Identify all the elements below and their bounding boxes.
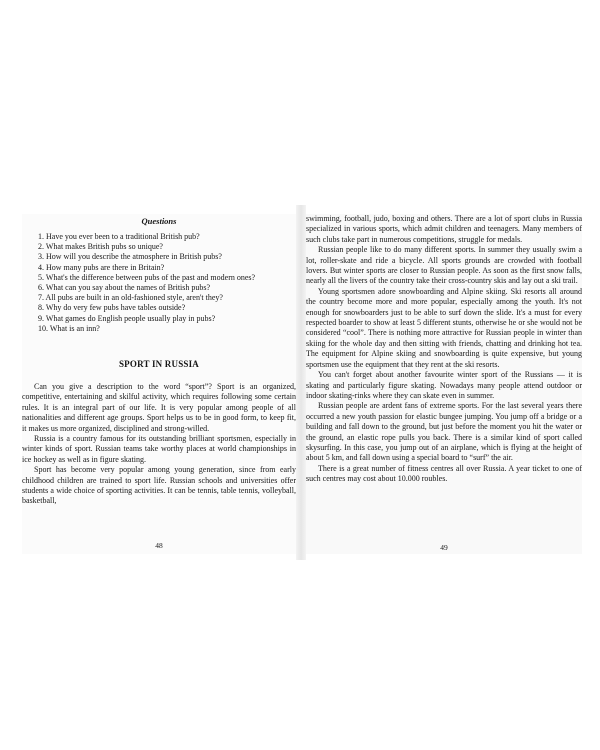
page-number: 49 xyxy=(440,543,448,552)
left-body-text xyxy=(22,382,296,507)
question-item: 8. Why do very few pubs have tables outside? xyxy=(38,303,186,313)
question-item: 5. What's the difference between pubs of the past and modern ones? xyxy=(38,272,256,282)
questions-list xyxy=(22,232,296,334)
paragraph: Russian people are ardent fans of extreme sports. For the last several years there occurred a new youth passion for elastic bungee jumping. You jump off a bridge or a building and fall down to the ground, but just before the moment you hit the water or the ground, an elastic rope pulls you back. There is a similar kind of sport called skysurfing. In this case, you jump out of an airplane, which is flying at the height of about 5 km, and fall down using a special board to “surf” the air. xyxy=(306,401,582,463)
paragraph: Sport has become very popular among young generation, since from early childhood children are trained to sport life. Russian schools and universities offer students a wide choice of sporting activities. It can be tennis, table tennis, volleyball, basketball, xyxy=(22,465,296,506)
paragraph: swimming, football, judo, boxing and others. There are a lot of sport clubs in Russia specialized in various sports, which admit children and teenagers. Many members of such clubs take part in numerous competitions, struggle for medals. xyxy=(306,214,582,244)
question-item: 6. What can you say about the names of British pubs? xyxy=(38,283,211,293)
book-gutter xyxy=(296,205,306,560)
question-item: 2. What makes British pubs so unique? xyxy=(38,242,163,252)
paragraph: Russia is a country famous for its outstanding brilliant sportsmen, especially in winter kinds of sport. Russian teams take worthy places at world championships in ice hockey as well as in figure skating. xyxy=(22,434,296,464)
question-item: 4. How many pubs are there in Britain? xyxy=(38,262,165,272)
questions-title: Questions xyxy=(141,216,177,226)
left-page xyxy=(22,214,296,554)
question-item: 7. All pubs are built in an old-fashioned style, aren't they? xyxy=(38,293,223,303)
question-item: 10. What is an inn? xyxy=(38,323,100,333)
page-number: 48 xyxy=(155,541,163,550)
right-page xyxy=(306,214,582,554)
paragraph: There is a great number of fitness centres all over Russia. A year ticket to one of such centres may cost about 10.000 roubles. xyxy=(306,463,582,484)
paragraph: You can't forget about another favourite winter sport of the Russians — it is skating and particularly figure skating. Nowadays many people attend outdoor or indoor skating-rinks where they can skate even in summer. xyxy=(306,370,582,400)
paragraph: Can you give a description to the word “sport”? Sport is an organized, competitive, entertaining and skilful activity, which requires following some certain rules. It is an integral part of our life. It is very popular among people of all nationalities and different age groups. Sport helps us to be in good form, to keep fit, it makes us more organized, disciplined and strong-willed. xyxy=(22,382,296,433)
paragraph: Russian people like to do many different sports. In summer they usually swim a lot, roller-skate and ride a bicycle. All sports grounds are crowded with football lovers. But winter sports are closer to Russian people. As soon as the first snow falls, nearly all the livers of the country take their cross-country skis and lay out a ski trail. xyxy=(306,245,582,286)
question-item: 3. How will you describe the atmosphere in British pubs? xyxy=(38,252,222,262)
question-item: 9. What games do English people usually play in pubs? xyxy=(38,313,216,323)
section-title: SPORT IN RUSSIA xyxy=(118,359,200,369)
right-body-text xyxy=(306,214,582,485)
question-item: 1. Have you ever been to a traditional British pub? xyxy=(38,232,200,241)
paragraph: Young sportsmen adore snowboarding and Alpine skiing. Ski resorts all around the country become more and more popular, especially among the youth. It's not enough for snowboarders just to be able to surf down the slide. It's a must for every respected boarder to show at least 5 different stunts, otherwise he or she would not be considered “cool”. There is nothing more attractive for Russian people in winter than skiing for the whole day and then sitting with friends, chatting and drinking hot tea. The equipment for Alpine skiing and snowboarding is quite expensive, but young sportsmen use the equipment that they rent at the ski resorts. xyxy=(306,286,582,369)
